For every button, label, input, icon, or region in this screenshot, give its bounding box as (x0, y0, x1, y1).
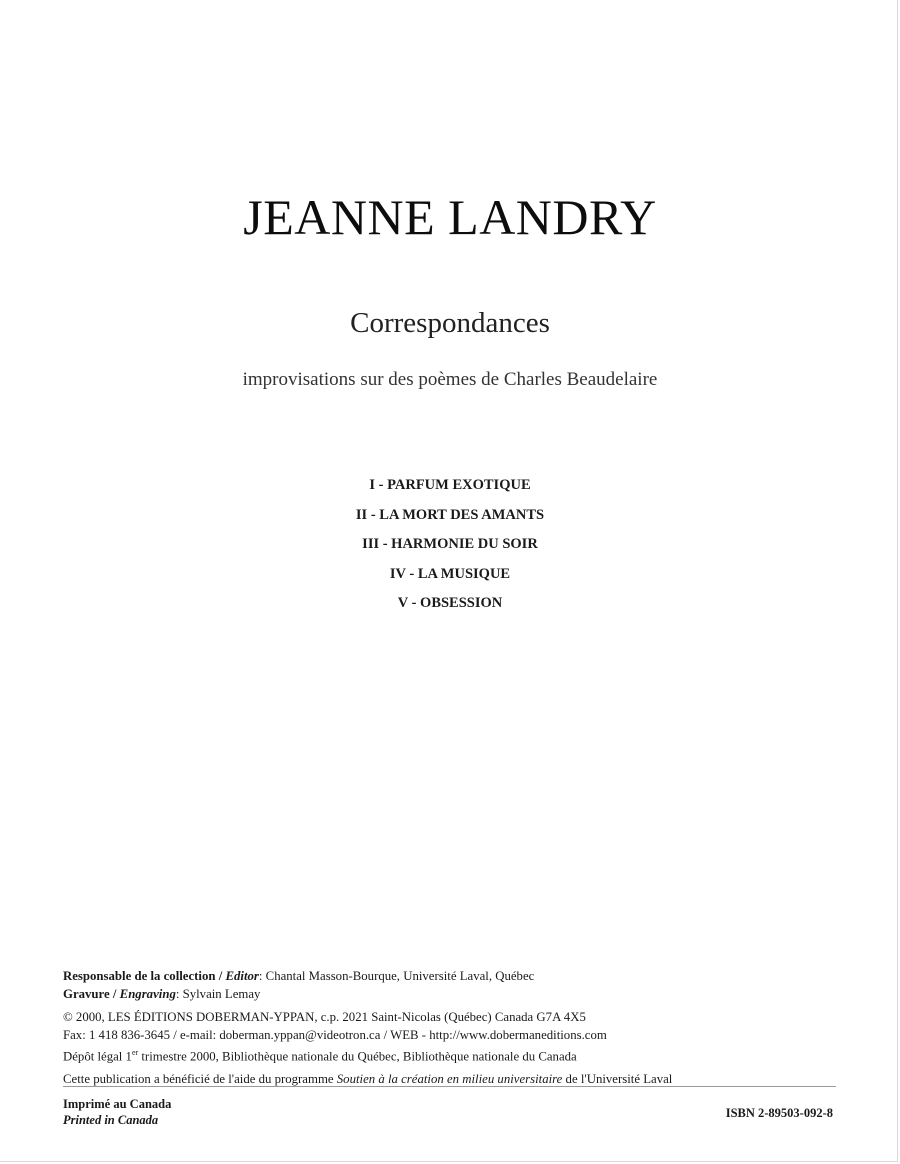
support-program: Soutien à la création en milieu universitaire (336, 1072, 563, 1087)
editor-credit (63, 967, 843, 985)
engraving-label-fr: Gravure (63, 987, 110, 1001)
movement-item: II - LA MORT DES AMANTS (355, 506, 545, 523)
footer-divider (63, 1086, 836, 1087)
movement-item: I - PARFUM EXOTIQUE (369, 477, 531, 493)
publication-credits (63, 967, 843, 1088)
copyright-line: © 2000, LES ÉDITIONS DOBERMAN-YPPAN, c.p. 2021 Saint-Nicolas (Québec) Canada G7A 4X5 (63, 1010, 586, 1024)
contact-line: Fax: 1 418 836-3645 / e-mail: doberman.yppan@videotron.ca / WEB - http://www.dobermaneditions.com (63, 1028, 607, 1042)
support-post: de l'Université Laval (562, 1072, 673, 1087)
support-pre: Cette publication a bénéficié de l'aide du programme (63, 1072, 337, 1087)
movements-list (0, 471, 900, 619)
legal-deposit-line (63, 1044, 843, 1065)
legal-deposit-post: trimestre 2000, Bibliothèque nationale du Québec, Bibliothèque nationale du Canada (138, 1049, 577, 1064)
movement-item: V - OBSESSION (397, 595, 503, 611)
isbn: ISBN 2-89503-092-8 (725, 1106, 833, 1120)
editor-label-fr: Responsable de la collection (63, 969, 216, 983)
work-subtitle: improvisations sur des poèmes de Charles Beaudelaire (242, 369, 658, 390)
work-title: Correspondances (350, 307, 550, 339)
editor-value: : Chantal Masson-Bourque, Université Laval, Québec (258, 969, 535, 983)
printed-fr: Imprimé au Canada (63, 1097, 172, 1111)
engraving-label-en: Engraving (119, 987, 176, 1001)
movement-item: III - HARMONIE DU SOIR (362, 536, 538, 552)
engraving-value: : Sylvain Lemay (175, 987, 261, 1001)
composer-name: JEANNE LANDRY (243, 189, 657, 245)
printed-in (63, 1096, 171, 1128)
legal-deposit-sup: er (131, 1048, 139, 1057)
movement-item: IV - LA MUSIQUE (389, 565, 511, 582)
legal-deposit-pre: Dépôt légal 1 (63, 1049, 132, 1064)
printed-en: Printed in Canada (63, 1113, 159, 1127)
engraving-separator: / (109, 987, 120, 1001)
editor-label-en: Editor (225, 969, 259, 983)
editor-separator: / (215, 969, 226, 983)
engraving-credit (63, 985, 843, 1003)
